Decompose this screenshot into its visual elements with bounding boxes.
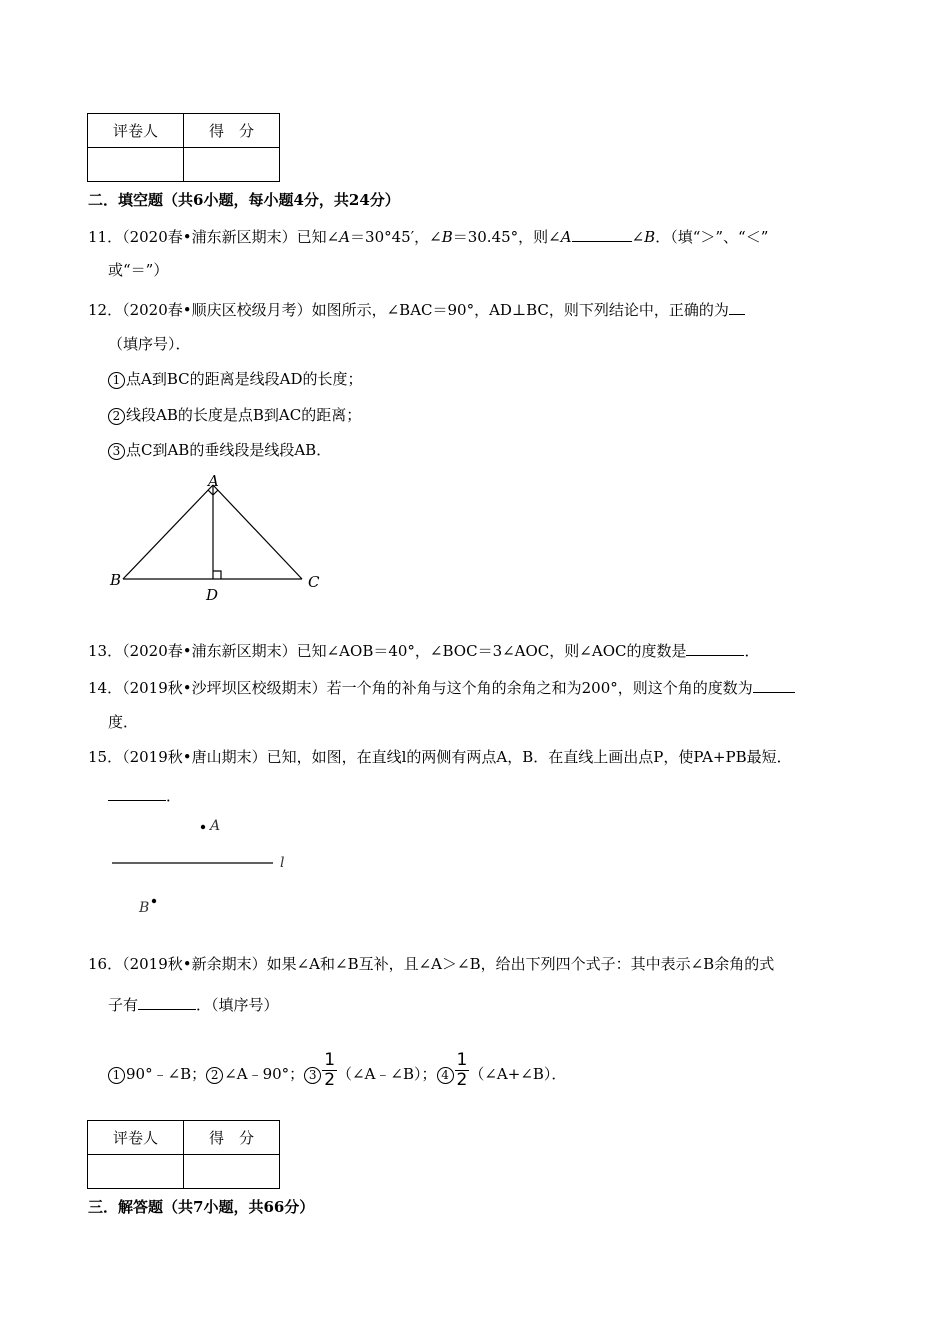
- score-cell[interactable]: [184, 148, 280, 182]
- q14-answer-blank[interactable]: [753, 678, 795, 693]
- question-13: 13．（2020春•浦东新区期末）已知∠AOB＝40°，∠BOC＝3∠AOC，则∠AOC的度数是 ．: [88, 642, 760, 660]
- label-a: A: [208, 473, 219, 490]
- q12-line2: （填序号）．: [108, 335, 191, 353]
- q12-option-3: 3 点C到AB的垂线段是线段AB．: [108, 443, 331, 460]
- point-b: [152, 899, 156, 903]
- label-d: D: [206, 586, 219, 604]
- line-points-figure: [105, 812, 305, 922]
- q12-answer-blank[interactable]: [729, 300, 745, 315]
- q11-answer-blank[interactable]: [572, 227, 632, 242]
- q11-number: 11．: [88, 228, 123, 246]
- q16-answer-blank[interactable]: [138, 995, 196, 1010]
- question-14: 14．（2019秋•沙坪坝区校级期末）若一个角的补角与这个角的余角之和为200°，则这个角的度数为: [88, 678, 795, 696]
- label-point-b: B: [139, 900, 150, 916]
- score-table: [87, 113, 280, 182]
- score-cell[interactable]: [184, 1155, 280, 1189]
- grader-header: 评卷人: [88, 1121, 184, 1155]
- question-15: 15．（2019秋•唐山期末）已知，如图，在直线l的两侧有两点A，B．在直线上画出点P，使PA+PB最短．: [88, 748, 792, 766]
- fraction-half: $\frac{1}{2}$: [456, 1050, 468, 1090]
- segment-ab: [123, 485, 213, 579]
- circled-4: 4: [437, 1067, 454, 1084]
- q15-line2: ．: [108, 786, 181, 804]
- label-line-l: l: [280, 855, 285, 871]
- question-12: 12．（2020春•顺庆区校级月考）如图所示，∠BAC＝90°，AD⊥BC，则下列结论中，正确的为: [88, 300, 745, 318]
- triangle-figure: [105, 473, 330, 608]
- label-b: B: [110, 571, 122, 589]
- label-c: C: [308, 573, 320, 591]
- grader-cell[interactable]: [88, 1155, 184, 1189]
- score-header: 得 分: [184, 114, 280, 148]
- q11-line2: 或“＝”）: [108, 261, 169, 279]
- q14-line2: 度．: [108, 713, 139, 731]
- segment-ac: [213, 485, 302, 579]
- circled-3: 3: [108, 443, 125, 460]
- q12-option-2: 2 线段AB的长度是点B到AC的距离；: [108, 408, 361, 425]
- q15-answer-blank[interactable]: [108, 786, 166, 801]
- section-2-title: 二．填空题（共6小题，每小题4分，共24分）: [88, 191, 400, 209]
- circled-1: 1: [108, 1067, 125, 1084]
- grader-cell[interactable]: [88, 148, 184, 182]
- label-point-a: A: [210, 818, 221, 834]
- circled-1: 1: [108, 372, 125, 389]
- right-angle-mark-d: [213, 571, 221, 579]
- q16-line2: 子有 ．（填序号）: [108, 996, 279, 1014]
- circled-3: 3: [304, 1067, 321, 1084]
- score-header: 得 分: [184, 1121, 280, 1155]
- question-11: 11．（2020春•浦东新区期末）已知∠A＝30°45′，∠B＝30.45°，则∠A ∠B．（填“＞”、“＜”: [88, 228, 769, 246]
- q16-formulas: 1 90°﹣∠B； 2 ∠A﹣90°； 3 $\frac{1}{2}$ （∠A﹣∠B）； 4 $\frac{1}{2}$ （∠A+∠B）．: [108, 1052, 566, 1089]
- q12-option-1: 1 点A到BC的距离是线段AD的长度；: [108, 372, 362, 389]
- section-3-title: 三．解答题（共7小题，共66分）: [88, 1198, 315, 1216]
- question-16: 16．（2019秋•新余期末）如果∠A和∠B互补，且∠A＞∠B，给出下列四个式子：其中表示∠B余角的式: [88, 955, 775, 973]
- circled-2: 2: [206, 1067, 223, 1084]
- score-table: [87, 1120, 280, 1189]
- fraction-half: $\frac{1}{2}$: [324, 1050, 336, 1090]
- circled-2: 2: [108, 408, 125, 425]
- grader-header: 评卷人: [88, 114, 184, 148]
- q13-answer-blank[interactable]: [686, 641, 744, 656]
- point-a: [201, 825, 205, 829]
